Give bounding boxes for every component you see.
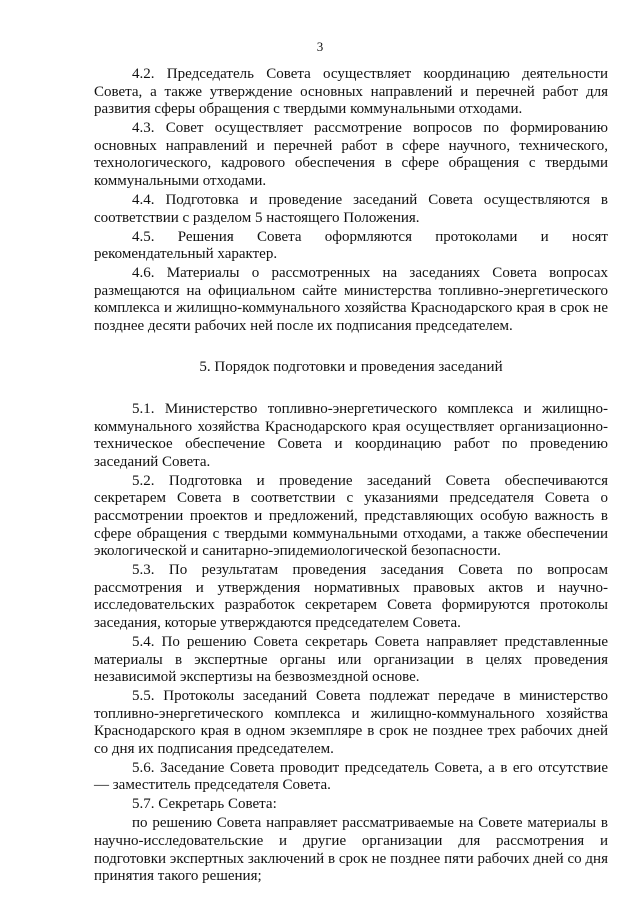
paragraph-5-2: 5.2. Подготовка и проведение заседаний Совета обеспечиваются секретарем Совета в соответствии с указаниями председателя Совета о рассмотрении проектов и предложений, представляющих особую важность в сфере обращения с твердыми коммунальными отходами, а также обеспечении экологической и санитарно-эпидемиологической безопасности. bbox=[94, 472, 608, 560]
paragraph-5-5: 5.5. Протоколы заседаний Совета подлежат передаче в министерство топливно-энергетического комплекса и жилищно-коммунального хозяйства Краснодарского края в одном экземпляре в срок не позднее трех рабочих дней со дня их подписания председателем. bbox=[94, 688, 608, 757]
section-title: 5. Порядок подготовки и проведения заседаний bbox=[199, 359, 503, 376]
paragraph-5-6: 5.6. Заседание Совета проводит председатель Совета, а в его отсутствие — заместитель председателя Совета. bbox=[94, 759, 608, 794]
paragraph-5-4: 5.4. По решению Совета секретарь Совета направляет представленные материалы в экспертные органы или организации в целях проведения независимой экспертизы на безвозмездной основе. bbox=[94, 633, 608, 686]
paragraph-5-7-item: по решению Совета направляет рассматриваемые на Совете материалы в научно-исследовательские и другие организации для рассмотрения и подготовки экспертных заключений в срок не позднее пяти рабочих дней со дня принятия такого решения; bbox=[94, 815, 608, 885]
paragraph-4-6: 4.6. Материалы о рассмотренных на заседаниях Совета вопросах размещаются на официальном сайте министерства топливно-энергетического комплекса и жилищно-коммунального хозяйства Краснодарского края в срок не позднее десяти рабочих ней после их подписания председателем. bbox=[94, 265, 608, 334]
page-number: 3 bbox=[316, 39, 324, 54]
paragraph-4-5: 4.5. Решения Совета оформляются протоколами и носят рекомендательный характер. bbox=[94, 228, 608, 263]
paragraph-4-2: 4.2. Председатель Совета осуществляет координацию деятельности Совета, а также утверждение основных направлений и перечней работ для развития сферы обращения с твердыми коммунальными отходами. bbox=[94, 66, 608, 118]
paragraph-4-4: 4.4. Подготовка и проведение заседаний Совета осуществляются в соответствии с разделом 5 настоящего Положения. bbox=[94, 191, 608, 226]
paragraph-5-3: 5.3. По результатам проведения заседания Совета по вопросам рассмотрения и утверждения нормативных правовых актов и научно-исследовательских разработок секретарем Совета формируются протоколы заседания, которые утверждаются председателем Совета. bbox=[94, 562, 608, 631]
paragraph-5-7: 5.7. Секретарь Совета: bbox=[132, 796, 277, 813]
document-body bbox=[94, 66, 608, 887]
paragraph-4-3: 4.3. Совет осуществляет рассмотрение вопросов по формированию основных направлений и перечней работ в сфере научного, технического, технологического, кадрового обеспечения в сфере обращения с твердыми коммунальными отходами. bbox=[94, 120, 608, 189]
paragraph-5-1: 5.1. Министерство топливно-энергетического комплекса и жилищно-коммунального хозяйства Краснодарского края осуществляет организационно-техническое обеспечение Совета и координацию работ по проведению заседаний Совета. bbox=[94, 401, 608, 470]
